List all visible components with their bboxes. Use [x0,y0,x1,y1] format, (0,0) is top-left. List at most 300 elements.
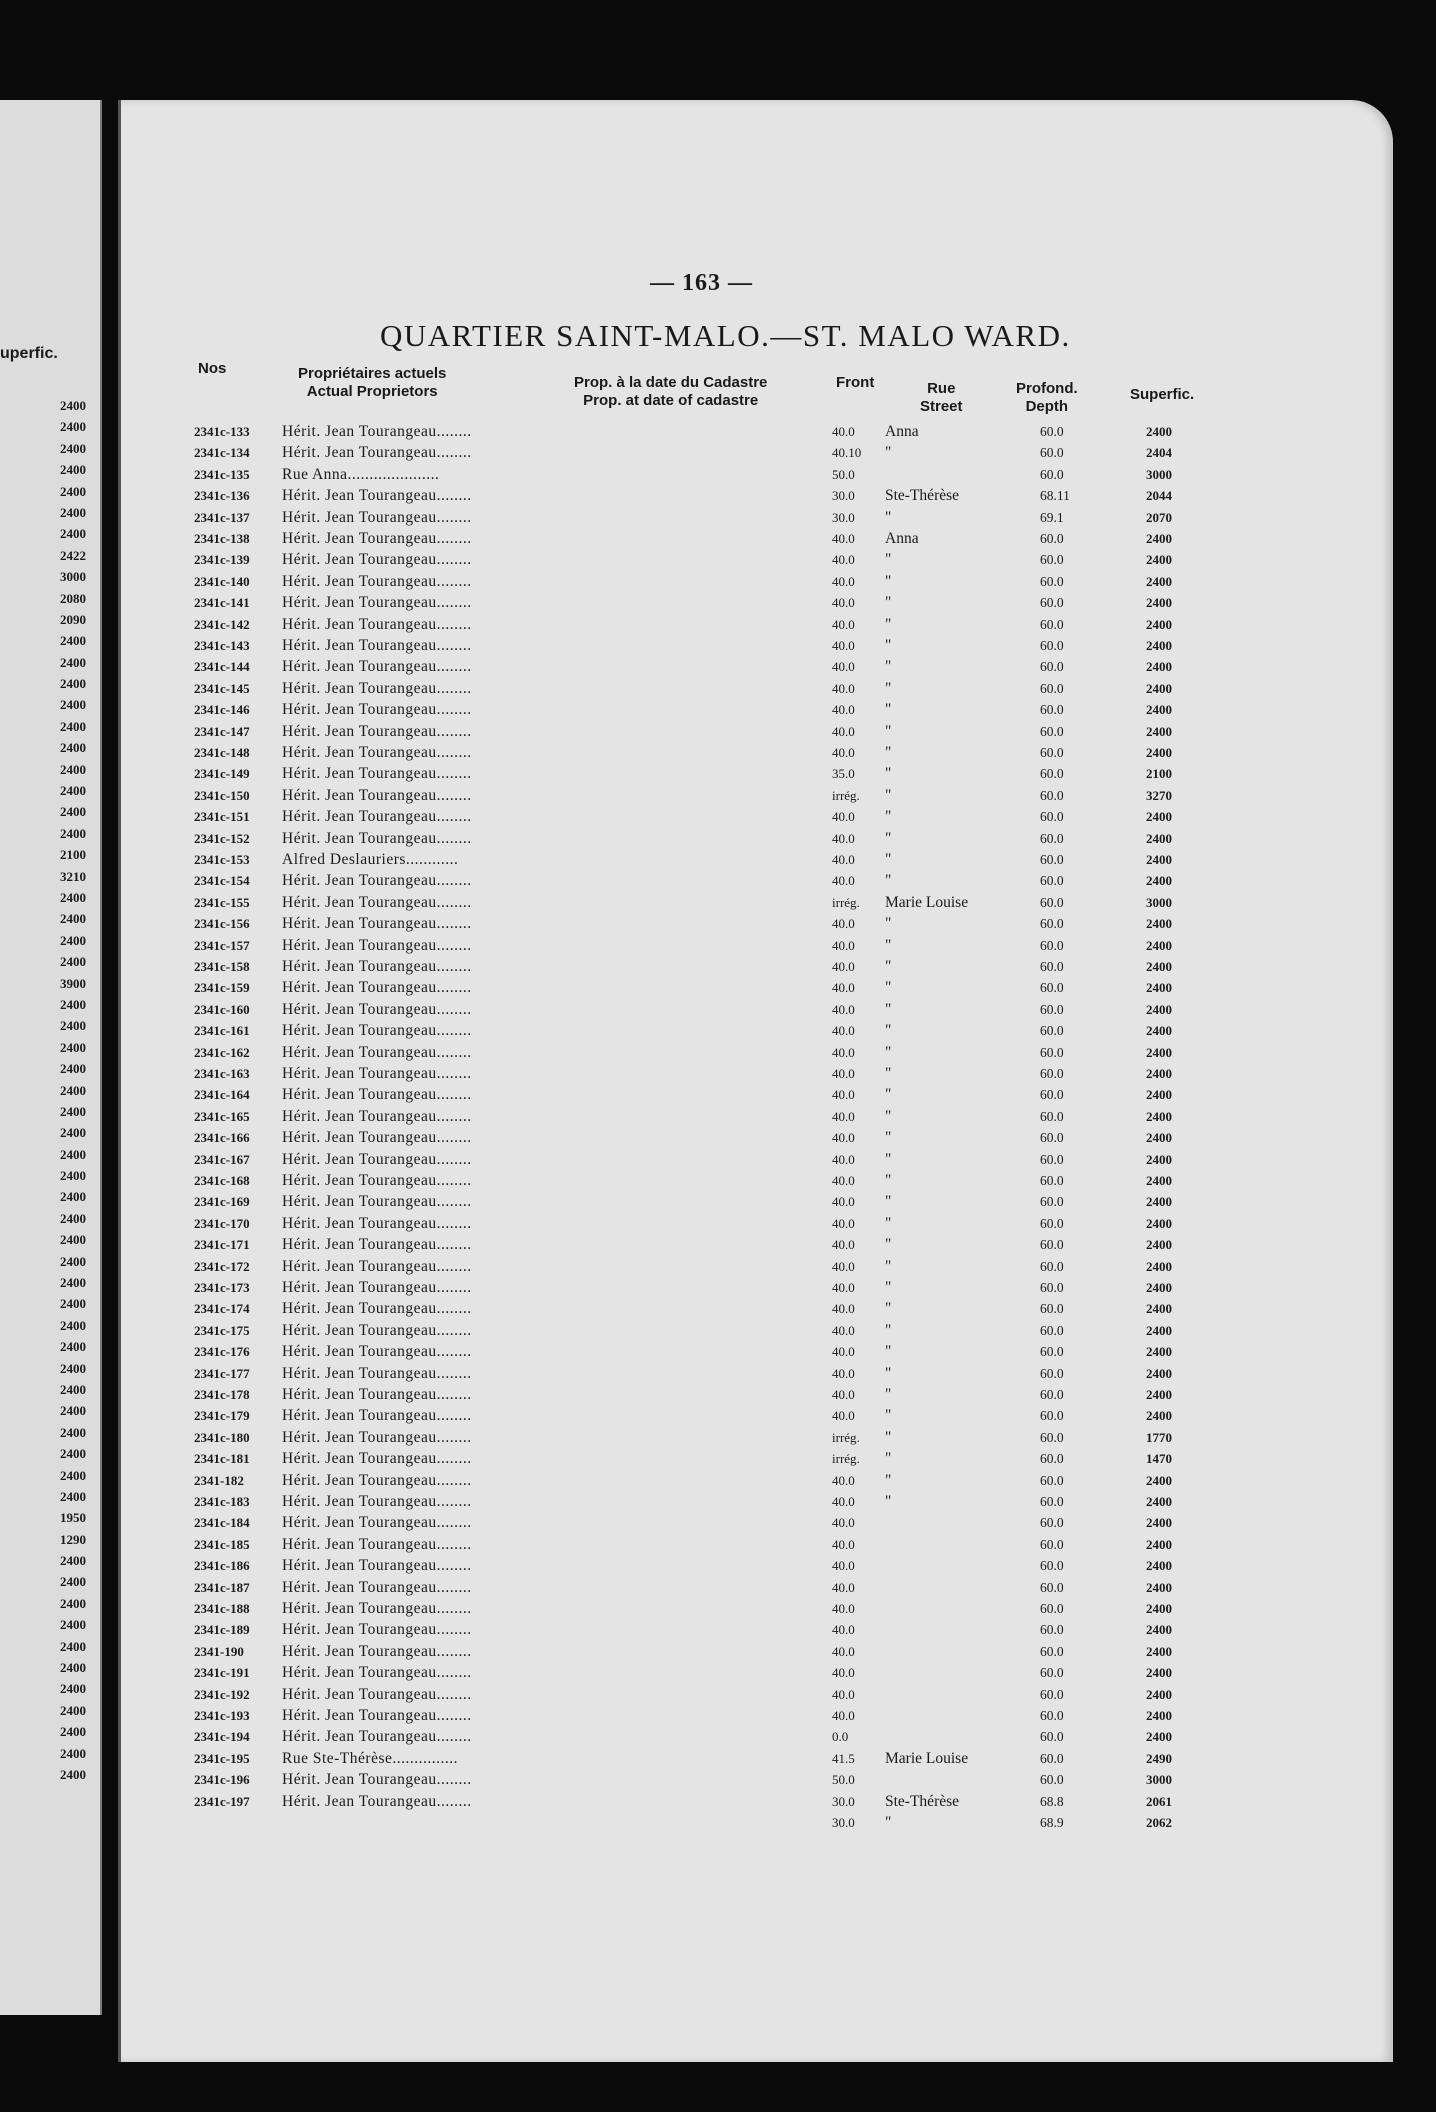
cell-depth: 60.0 [1040,1451,1064,1467]
table-row [0,828,1436,849]
cell-front: 40.0 [832,1301,855,1317]
table-row [0,1234,1436,1255]
cell-parcel-number: 2341c-151 [194,809,250,825]
cell-depth: 60.0 [1040,552,1064,568]
cell-depth: 60.0 [1040,595,1064,611]
left-page-value: 3900 [60,975,86,991]
left-page-value: 2400 [60,1275,86,1291]
cell-depth: 69.1 [1040,509,1064,525]
cell-street: " [885,744,892,761]
cell-superficie: 2400 [1146,1280,1172,1295]
cell-parcel-number: 2341c-195 [194,1750,250,1766]
cell-depth: 60.0 [1040,1301,1064,1317]
cell-proprietor: Hérit. Jean Tourangeau........ [282,1557,472,1575]
cell-depth: 60.0 [1040,1686,1064,1702]
cell-proprietor: Hérit. Jean Tourangeau........ [282,530,472,547]
header-street-fr: Rue [927,380,956,397]
cell-street: " [885,1279,892,1296]
left-page-value: 3210 [60,868,86,884]
left-page-value: 2400 [60,889,86,905]
cell-street: Ste-Thérèse [885,487,960,505]
left-page-value: 2400 [60,783,86,799]
cell-street: " [885,1043,892,1061]
cell-superficie: 2400 [1146,1087,1172,1103]
cell-depth: 60.0 [1040,1429,1064,1445]
cell-front: 40.0 [832,980,855,996]
cell-front: 30.0 [832,1793,855,1809]
cell-depth: 60.0 [1040,959,1064,974]
left-page-value: 2400 [60,1039,86,1055]
cell-depth: 60.0 [1040,1194,1064,1210]
cell-depth: 60.0 [1040,1023,1064,1039]
cell-front: 40.0 [832,1130,855,1146]
cell-depth: 60.0 [1040,1750,1064,1766]
cell-parcel-number: 2341c-184 [194,1515,250,1531]
left-page-value: 2400 [60,1660,86,1676]
table-row [0,1448,1436,1469]
cell-street: " [885,1300,892,1318]
cell-proprietor: Hérit. Jean Tourangeau........ [282,1343,472,1361]
cell-front: 40.0 [832,1708,855,1723]
cell-proprietor: Hérit. Jean Tourangeau........ [282,551,472,569]
table-row [0,1384,1436,1405]
left-page-value: 2400 [60,761,86,777]
cell-parcel-number: 2341-182 [194,1472,244,1488]
cell-parcel-number: 2341c-175 [194,1322,250,1338]
cell-street: " [885,615,892,633]
cell-proprietor: Hérit. Jean Tourangeau........ [282,508,472,526]
left-page-value: 2400 [60,1253,86,1269]
cell-parcel-number: 2341c-135 [194,466,250,482]
cell-front: 40.0 [832,809,855,825]
cell-parcel-number: 2341c-170 [194,1215,250,1231]
cell-depth: 60.0 [1040,937,1064,953]
cell-proprietor: Hérit. Jean Tourangeau........ [282,658,472,676]
left-page-value: 2400 [60,1082,86,1098]
cell-front: 40.0 [832,1387,855,1402]
cell-parcel-number: 2341c-166 [194,1130,250,1146]
cell-superficie: 2400 [1146,1023,1172,1039]
cell-depth: 60.0 [1040,830,1064,846]
cell-proprietor: Hérit. Jean Tourangeau........ [282,829,472,847]
cell-street: " [885,1086,892,1104]
cell-proprietor: Hérit. Jean Tourangeau........ [282,765,472,783]
cell-parcel-number: 2341c-173 [194,1280,250,1295]
cell-depth: 60.0 [1040,1151,1064,1167]
cell-street: " [885,1193,892,1211]
cell-superficie: 2400 [1146,1215,1172,1231]
header-street-en: Street [920,398,963,415]
cell-superficie: 2400 [1146,638,1172,653]
header-cadastre-en: Prop. at date of cadastre [583,392,759,409]
cell-street: " [885,1065,892,1082]
cell-depth: 60.0 [1040,1365,1064,1381]
cell-street: " [885,958,892,975]
cell-depth: 60.0 [1040,787,1064,803]
table-row [0,935,1436,956]
cell-front: 41.5 [832,1750,855,1766]
cell-superficie: 2400 [1146,980,1172,996]
left-page-value: 2400 [60,1724,86,1740]
cell-proprietor: Hérit. Jean Tourangeau........ [282,1257,472,1275]
table-row [0,635,1436,656]
left-page-value: 2400 [60,740,86,756]
cell-depth: 60.0 [1040,852,1064,867]
cell-depth: 60.0 [1040,873,1064,889]
cell-street: " [885,786,892,804]
cell-superficie: 2400 [1146,616,1172,632]
table-row [0,1427,1436,1448]
table-row [0,742,1436,763]
left-page-header: uperfic. [0,345,58,362]
cell-superficie: 2400 [1146,1365,1172,1381]
cell-parcel-number: 2341c-174 [194,1301,250,1317]
cell-proprietor: Hérit. Jean Tourangeau........ [282,808,472,826]
cell-superficie: 2400 [1146,1643,1172,1659]
cell-depth: 60.0 [1040,1108,1064,1124]
cell-proprietor: Hérit. Jean Tourangeau........ [282,872,472,890]
cell-front: 40.0 [832,680,855,696]
left-page-value: 2400 [60,1681,86,1697]
cell-parcel-number: 2341c-157 [194,937,250,953]
left-page-value: 2400 [60,954,86,970]
left-page-value: 2400 [60,1595,86,1611]
cell-superficie: 2400 [1146,1001,1172,1017]
header-nos: Nos [198,360,227,377]
left-page-value: 2400 [60,1189,86,1205]
cell-front: 40.0 [832,1494,855,1509]
cell-superficie: 2400 [1146,1408,1172,1424]
cell-street: " [885,1450,892,1468]
cell-street: " [885,1172,892,1189]
cell-street: " [885,1814,892,1831]
cell-superficie: 2400 [1146,852,1172,867]
cell-proprietor: Hérit. Jean Tourangeau........ [282,1514,472,1532]
table-row [0,1063,1436,1084]
cell-street: " [885,979,892,997]
table-row [0,1470,1436,1491]
table-row [0,999,1436,1020]
cell-depth: 60.0 [1040,1387,1064,1402]
cell-street: " [885,765,892,783]
cell-front: 50.0 [832,466,855,482]
table-row [0,442,1436,463]
cell-front: 40.0 [832,1237,855,1253]
cell-street: " [885,722,892,740]
left-page-value: 2400 [60,1553,86,1569]
left-page-value: 2100 [60,847,86,863]
cell-front: 40.0 [832,1579,855,1595]
cell-superficie: 2400 [1146,531,1172,546]
cell-street: " [885,915,892,933]
header-proprietors-en: Actual Proprietors [306,383,438,400]
cell-superficie: 2100 [1146,766,1172,782]
cell-proprietor: Hérit. Jean Tourangeau........ [282,1493,472,1510]
cell-street: " [885,444,892,462]
left-page-value: 2400 [60,1424,86,1440]
cell-parcel-number: 2341c-138 [194,531,250,546]
cell-front: 40.0 [832,1194,855,1210]
left-page-value: 2400 [60,462,86,478]
cell-street: " [885,1407,892,1425]
left-page-value: 2400 [60,1702,86,1718]
table-row [0,1491,1436,1512]
left-page-value: 2400 [60,1339,86,1355]
table-row [0,1084,1436,1105]
left-page-value: 2400 [60,932,86,948]
table-row [0,571,1436,592]
left-page-value: 2400 [60,1232,86,1248]
table-row [0,614,1436,635]
table-row [0,464,1436,485]
cell-parcel-number: 2341-190 [194,1643,244,1659]
cell-proprietor: Hérit. Jean Tourangeau........ [282,1407,472,1425]
left-page-value: 2400 [60,1446,86,1462]
header-street [920,380,963,416]
cell-parcel-number: 2341c-164 [194,1087,250,1103]
cell-superficie: 2400 [1146,830,1172,846]
cell-parcel-number: 2341c-155 [194,894,250,910]
cell-front: 40.0 [832,1408,855,1424]
cell-parcel-number: 2341c-156 [194,916,250,932]
cell-parcel-number: 2341c-162 [194,1044,250,1060]
cell-parcel-number: 2341c-171 [194,1237,250,1253]
cell-depth: 60.0 [1040,702,1064,718]
cell-front: 40.0 [832,1472,855,1488]
cell-depth: 60.0 [1040,1173,1064,1188]
table-row [0,1213,1436,1234]
cell-parcel-number: 2341c-194 [194,1729,250,1745]
cell-front: 40.0 [832,1643,855,1659]
cell-front: 40.0 [832,1023,855,1039]
cell-parcel-number: 2341c-150 [194,787,250,803]
cell-proprietor: Hérit. Jean Tourangeau........ [282,423,472,440]
table-row [0,1363,1436,1384]
cell-street: " [885,1471,892,1489]
cell-street: " [885,829,892,847]
cell-proprietor: Hérit. Jean Tourangeau........ [282,1707,472,1724]
cell-depth: 60.0 [1040,1130,1064,1146]
cell-depth: 60.0 [1040,894,1064,910]
left-page-value: 2400 [60,483,86,499]
cell-proprietor: Hérit. Jean Tourangeau........ [282,722,472,740]
cell-superficie: 2400 [1146,1729,1172,1745]
table-row [0,1127,1436,1148]
cell-front: 40.0 [832,1151,855,1167]
cell-proprietor: Hérit. Jean Tourangeau........ [282,1471,472,1489]
cell-street: Anna [885,423,919,440]
cell-parcel-number: 2341c-189 [194,1622,250,1638]
table-row [0,870,1436,891]
cell-superficie: 2400 [1146,680,1172,696]
cell-parcel-number: 2341c-144 [194,659,250,675]
cell-depth: 60.0 [1040,1729,1064,1745]
cell-superficie: 2400 [1146,1173,1172,1188]
cell-street: " [885,637,892,654]
table-row [0,1769,1436,1790]
cell-depth: 60.0 [1040,1643,1064,1659]
cell-depth: 60.0 [1040,638,1064,653]
cell-front: 35.0 [832,766,855,782]
cell-proprietor: Hérit. Jean Tourangeau........ [282,572,472,590]
cell-parcel-number: 2341c-193 [194,1708,250,1723]
cell-street: Marie Louise [885,1749,969,1767]
cell-proprietor: Hérit. Jean Tourangeau........ [282,1065,472,1082]
cell-superficie: 2400 [1146,1044,1172,1060]
cell-superficie: 2400 [1146,1579,1172,1595]
cell-proprietor: Rue Anna..................... [282,465,440,483]
header-cadastre-fr: Prop. à la date du Cadastre [574,374,768,391]
cell-parcel-number: 2341c-167 [194,1151,250,1167]
cell-depth: 60.0 [1040,1708,1064,1723]
cell-proprietor: Hérit. Jean Tourangeau........ [282,1600,472,1617]
cell-street: " [885,851,892,868]
cell-superficie: 2400 [1146,1472,1172,1488]
cell-depth: 60.0 [1040,1601,1064,1616]
cell-front: 40.0 [832,1173,855,1188]
cell-front: 40.0 [832,616,855,632]
cell-depth: 60.0 [1040,1280,1064,1295]
cell-parcel-number: 2341c-134 [194,445,250,461]
header-depth-fr: Profond. [1016,380,1078,397]
cell-depth: 60.0 [1040,1665,1064,1681]
cell-proprietor: Hérit. Jean Tourangeau........ [282,915,472,933]
cell-depth: 60.0 [1040,1344,1064,1360]
cell-front: 30.0 [832,509,855,525]
cell-superficie: 2400 [1146,1494,1172,1509]
cell-street: " [885,1150,892,1168]
left-page-value: 2400 [60,1467,86,1483]
cell-parcel-number: 2341c-188 [194,1601,250,1616]
table-row [0,977,1436,998]
cell-depth: 60.0 [1040,1087,1064,1103]
cell-proprietor: Hérit. Jean Tourangeau........ [282,1000,472,1018]
cell-proprietor: Hérit. Jean Tourangeau........ [282,1043,472,1061]
table-row [0,1791,1436,1812]
left-page-value: 1950 [60,1510,86,1526]
cell-depth: 60.0 [1040,531,1064,546]
cell-depth: 60.0 [1040,1472,1064,1488]
cell-depth: 68.8 [1040,1793,1064,1809]
cell-parcel-number: 2341c-177 [194,1365,250,1381]
cell-front: 50.0 [832,1772,855,1788]
cell-superficie: 2400 [1146,1322,1172,1338]
cell-front: 40.0 [832,1215,855,1231]
cell-front: 40.0 [832,659,855,675]
cell-street: " [885,1000,892,1018]
cell-proprietor: Hérit. Jean Tourangeau........ [282,1428,472,1446]
cell-proprietor: Hérit. Jean Tourangeau........ [282,615,472,633]
cell-front: 40.0 [832,916,855,932]
cell-parcel-number: 2341c-197 [194,1793,250,1809]
table-row [0,1684,1436,1705]
cell-depth: 60.0 [1040,1494,1064,1509]
cell-street: " [885,1428,892,1446]
cell-proprietor: Hérit. Jean Tourangeau........ [282,1129,472,1147]
cell-front: 40.0 [832,1108,855,1124]
cell-front: 40.0 [832,1001,855,1017]
cell-superficie: 2400 [1146,1151,1172,1167]
cell-front: 40.0 [832,1601,855,1616]
cell-parcel-number: 2341c-140 [194,573,250,589]
left-page-value: 2400 [60,1617,86,1633]
left-page-value: 3000 [60,569,86,585]
cell-depth: 60.0 [1040,1044,1064,1060]
cell-superficie: 3000 [1146,466,1172,482]
cell-street: " [885,1364,892,1382]
cell-parcel-number: 2341c-178 [194,1387,250,1402]
cell-superficie: 2400 [1146,1536,1172,1552]
cell-proprietor: Hérit. Jean Tourangeau........ [282,1321,472,1339]
cell-superficie: 2070 [1146,509,1172,525]
cell-parcel-number: 2341c-176 [194,1344,250,1360]
cell-street: " [885,1343,892,1361]
cell-depth: 60.0 [1040,723,1064,739]
cell-proprietor: Hérit. Jean Tourangeau........ [282,701,472,719]
cell-proprietor: Hérit. Jean Tourangeau........ [282,1086,472,1104]
cell-front: 40.0 [832,552,855,568]
cell-street: " [885,872,892,890]
cell-street: " [885,1107,892,1125]
table-row [0,892,1436,913]
cell-front: 40.0 [832,830,855,846]
left-page-value: 2400 [60,718,86,734]
cell-parcel-number: 2341c-179 [194,1408,250,1424]
table-row [0,1191,1436,1212]
cell-front: 40.0 [832,531,855,546]
table-row [0,549,1436,570]
cell-front: 40.0 [832,1622,855,1638]
cell-superficie: 2400 [1146,1708,1172,1723]
cell-front: 40.0 [832,1322,855,1338]
left-page-value: 2400 [60,1210,86,1226]
cell-depth: 60.0 [1040,1408,1064,1424]
cell-proprietor: Rue Ste-Thérèse............... [282,1749,458,1767]
table-row [0,1298,1436,1319]
cell-depth: 60.0 [1040,1622,1064,1638]
left-page-value: 2400 [60,440,86,456]
cell-parcel-number: 2341c-183 [194,1494,250,1509]
cell-depth: 60.0 [1040,616,1064,632]
cell-superficie: 2062 [1146,1815,1172,1830]
left-page-value: 2400 [60,1103,86,1119]
cell-superficie: 2400 [1146,424,1172,439]
cell-superficie: 3000 [1146,894,1172,910]
cell-front: 40.0 [832,873,855,889]
table-row [0,1577,1436,1598]
cell-street: " [885,679,892,697]
left-page-value: 2400 [60,504,86,520]
cell-parcel-number: 2341c-168 [194,1173,250,1188]
cell-street: " [885,1022,892,1040]
table-row [0,1256,1436,1277]
left-page-value: 2400 [60,1638,86,1654]
cell-superficie: 1470 [1146,1451,1172,1467]
cell-depth: 60.0 [1040,1515,1064,1531]
table-row [0,1555,1436,1576]
left-page-value: 1290 [60,1531,86,1547]
cell-depth: 60.0 [1040,1258,1064,1274]
cell-depth: 60.0 [1040,424,1064,439]
header-depth-en: Depth [1025,398,1069,415]
cell-parcel-number: 2341c-149 [194,766,250,782]
cell-depth: 60.0 [1040,1558,1064,1574]
cell-street: " [885,1493,892,1510]
cell-front: 30.0 [832,1815,855,1830]
cell-front: 0.0 [832,1729,849,1745]
cell-depth: 68.9 [1040,1815,1064,1830]
cell-depth: 60.0 [1040,1001,1064,1017]
